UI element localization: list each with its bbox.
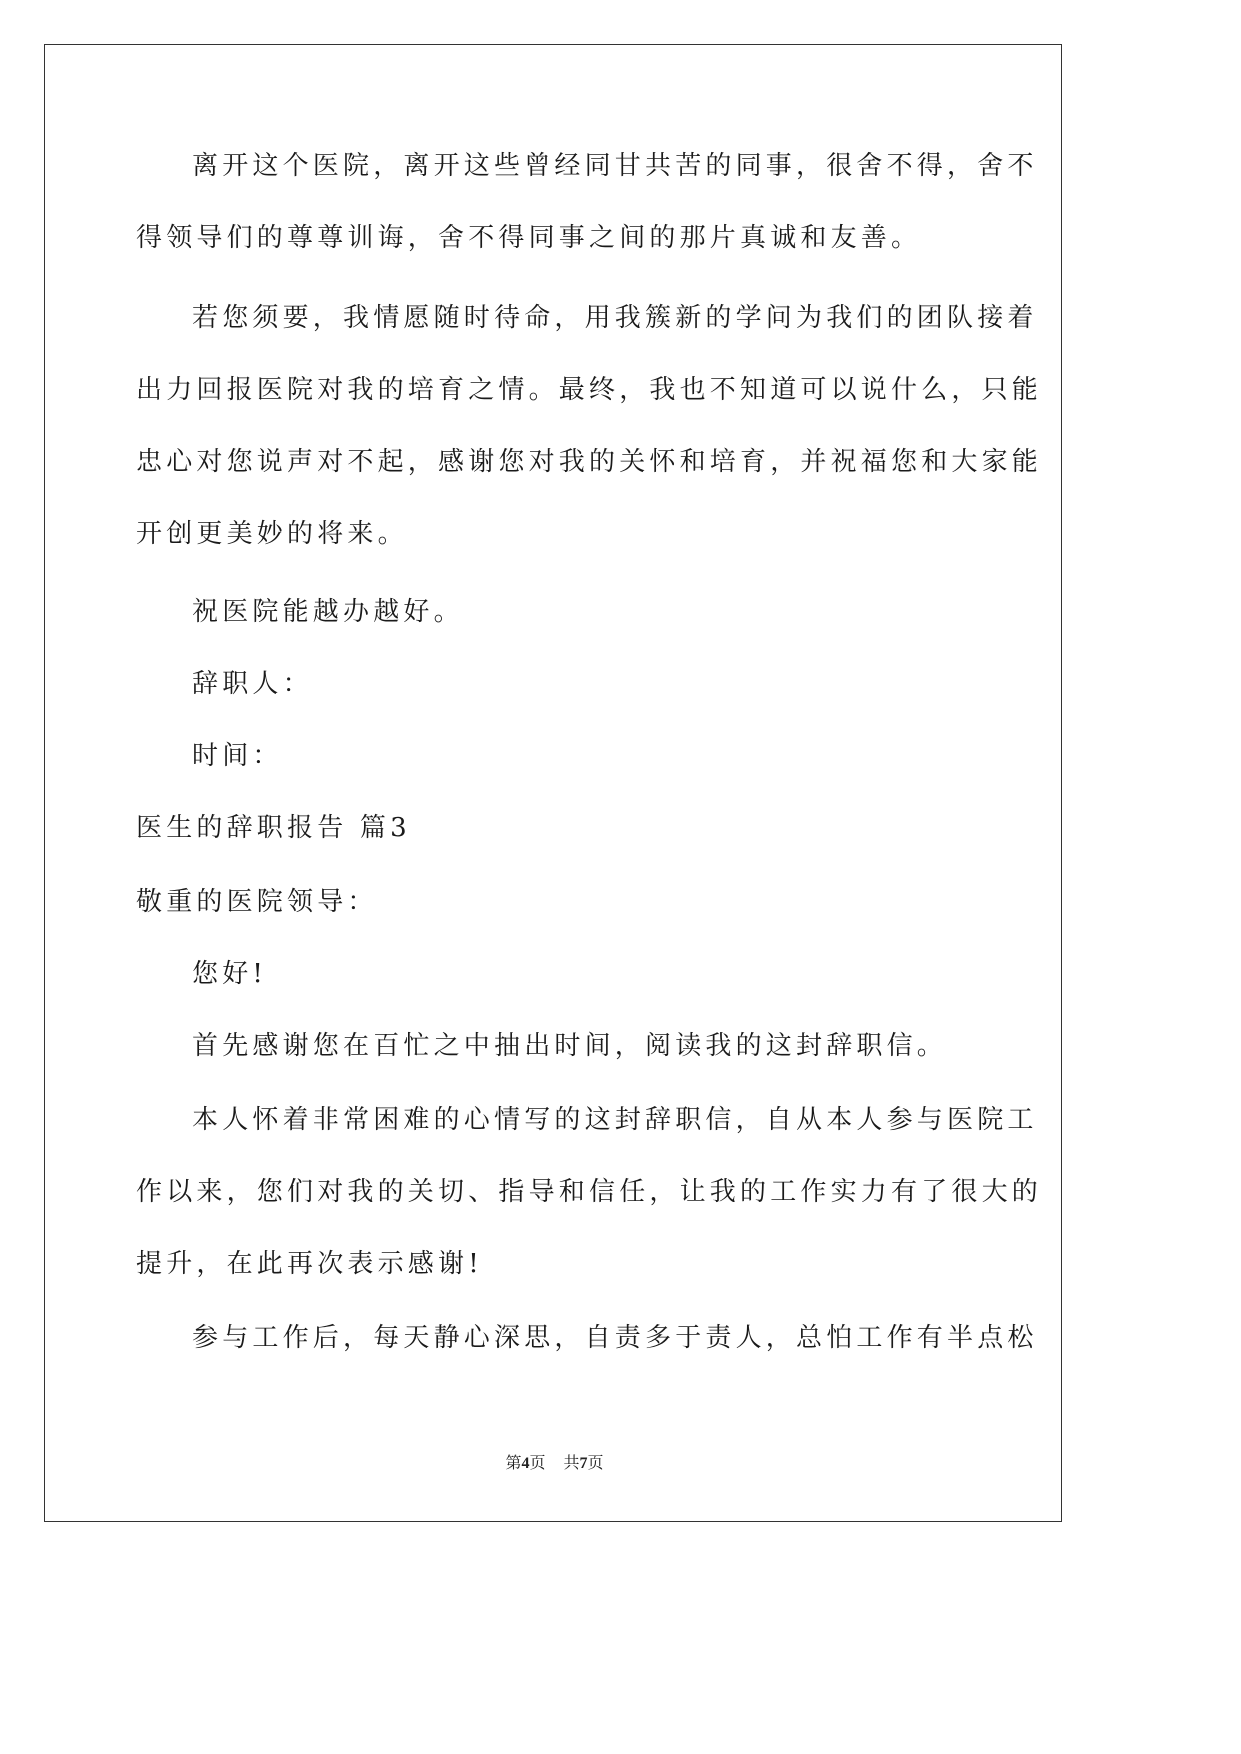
page-suffix: 页 bbox=[529, 1455, 546, 1472]
text-line: 离开这个医院，离开这些曾经同甘共苦的同事，很舍不得，舍不 bbox=[192, 151, 1038, 181]
text-line: 首先感谢您在百忙之中抽出时间，阅读我的这封辞职信。 bbox=[192, 1031, 948, 1061]
page-footer bbox=[0, 1450, 1109, 1473]
text-line: 作以来，您们对我的关切、指导和信任，让我的工作实力有了很大的 bbox=[136, 1177, 1043, 1207]
text-line: 开创更美妙的将来。 bbox=[136, 519, 408, 549]
text-line: 若您须要，我情愿随时待命，用我簇新的学问为我们的团队接着 bbox=[192, 303, 1038, 333]
section-heading: 医生的辞职报告 篇3 bbox=[136, 813, 411, 843]
total-prefix: 共 bbox=[563, 1455, 580, 1472]
text-line: 出力回报医院对我的培育之情。最终，我也不知道可以说什么，只能 bbox=[136, 375, 1043, 405]
text-line: 祝医院能越办越好。 bbox=[192, 597, 464, 627]
text-line: 本人怀着非常困难的心情写的这封辞职信，自从本人参与医院工 bbox=[192, 1105, 1038, 1135]
text-line: 得领导们的尊尊训诲，舍不得同事之间的那片真诚和友善。 bbox=[136, 223, 922, 253]
total-suffix: 页 bbox=[587, 1455, 604, 1472]
text-line: 忠心对您说声对不起，感谢您对我的关怀和培育，并祝福您和大家能 bbox=[136, 447, 1043, 477]
greeting: 您好! bbox=[192, 959, 268, 989]
page-border bbox=[44, 44, 1062, 1522]
text-line: 提升，在此再次表示感谢! bbox=[136, 1249, 483, 1279]
page-current: 4 bbox=[521, 1455, 530, 1472]
signature-label: 辞职人： bbox=[192, 669, 313, 699]
page-prefix: 第 bbox=[505, 1455, 522, 1472]
text-line: 参与工作后，每天静心深思，自责多于责人，总怕工作有半点松 bbox=[192, 1323, 1038, 1353]
salutation: 敬重的医院领导： bbox=[136, 887, 378, 917]
date-label: 时间： bbox=[192, 741, 283, 771]
page-total: 7 bbox=[579, 1455, 588, 1472]
